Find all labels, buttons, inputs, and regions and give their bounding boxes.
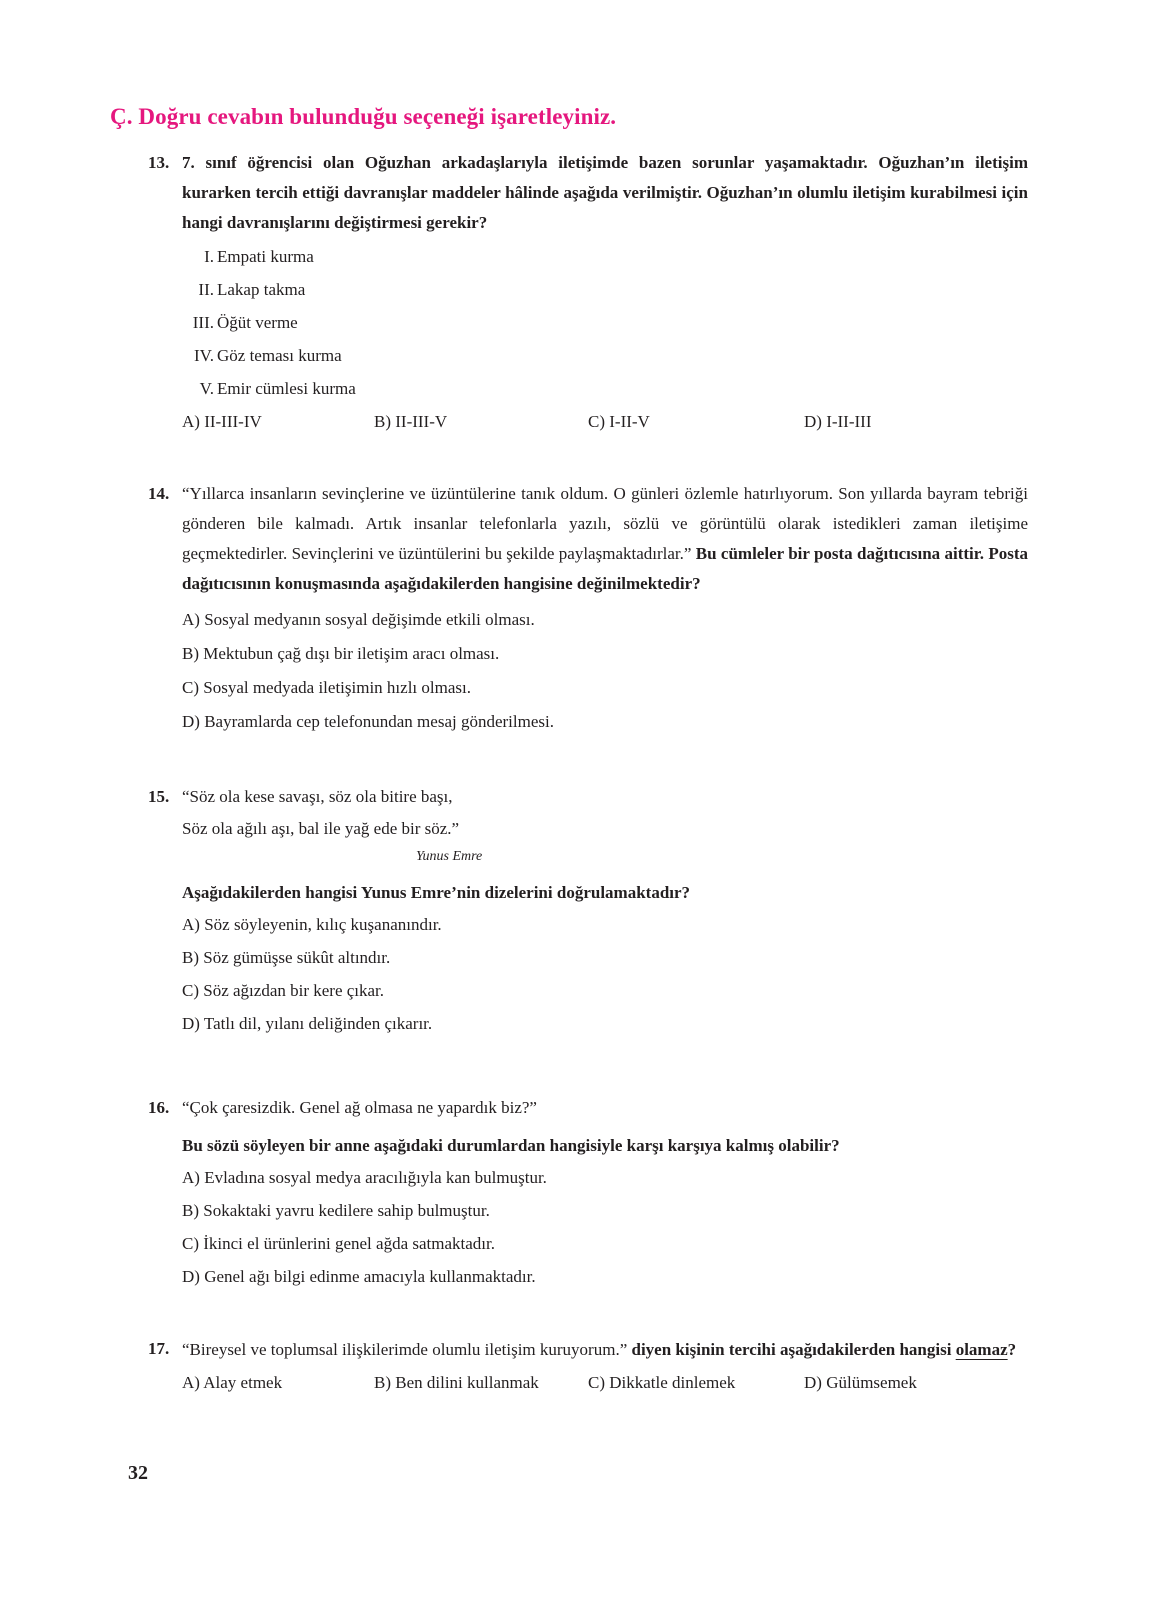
question-number: 16. bbox=[148, 1098, 170, 1117]
option-c[interactable]: C) İkinci el ürünlerini genel ağda satmaktadır. bbox=[182, 1234, 495, 1253]
question-prompt: Aşağıdakilerden hangisi Yunus Emre’nin dizelerini doğrulamaktadır? bbox=[182, 883, 691, 902]
option-c[interactable]: C) Sosyal medyada iletişimin hızlı olması. bbox=[182, 678, 471, 697]
option-b[interactable]: B) Söz gümüşse sükût altındır. bbox=[182, 948, 391, 967]
option-d[interactable]: D) Gülümsemek bbox=[804, 1373, 917, 1392]
option-a[interactable]: A) Söz söyleyenin, kılıç kuşananındır. bbox=[182, 915, 442, 934]
question-number: 15. bbox=[148, 787, 170, 806]
option-d[interactable]: D) Genel ağı bilgi edinme amacıyla kullanmaktadır. bbox=[182, 1267, 536, 1286]
verse-author: Yunus Emre bbox=[416, 849, 483, 864]
option-c[interactable]: C) I-II-V bbox=[588, 412, 650, 431]
negation-keyword: olamaz bbox=[955, 1340, 1008, 1359]
question-number: 17. bbox=[148, 1339, 170, 1358]
option-d[interactable]: D) I-II-III bbox=[804, 412, 872, 431]
question-17 bbox=[148, 1334, 1028, 1400]
option-b[interactable]: B) II-III-V bbox=[374, 412, 448, 431]
roman-item: IV. Göz teması kurma bbox=[194, 346, 342, 365]
quote-text: “Çok çaresizdik. Genel ağ olmasa ne yapardık biz?” bbox=[182, 1098, 537, 1117]
roman-item: II. Lakap takma bbox=[198, 280, 306, 299]
option-b[interactable]: B) Mektubun çağ dışı bir iletişim aracı olması. bbox=[182, 644, 500, 663]
section-title: Ç. Doğru cevabın bulunduğu seçeneği işaretleyiniz. bbox=[110, 104, 617, 129]
option-d[interactable]: D) Bayramlarda cep telefonundan mesaj gönderilmesi. bbox=[182, 712, 554, 731]
question-number: 14. bbox=[148, 484, 170, 503]
question-stem: 7. sınıf öğrencisi olan Oğuzhan arkadaşlarıyla iletişimde bazen sorunlar yaşamaktadır. Oğuzhan’ın iletişim kurarken tercih ettiği davranışlar maddeler hâlinde aşağıda verilmiştir. Oğuzhan’ın olumlu iletişim kurabilmesi için hangi davranışlarını değiştirmesi gerekir? bbox=[182, 153, 1028, 232]
question-16 bbox=[148, 1093, 1028, 1293]
question-13 bbox=[148, 148, 1028, 439]
option-a[interactable]: A) Sosyal medyanın sosyal değişimde etkili olması. bbox=[182, 610, 535, 629]
quote-text: “Yıllarca insanların sevinçlerine ve üzüntülerine tanık oldum. O günleri özlemle hatırlıyorum. Son yıllarda bayram tebriği gönderen bile kalmadı. Artık insanlar telefonlarla yazılı, sözlü ve görüntülü olarak istedikleri zaman iletişime geçmektedirler. Sevinçlerini ve üzüntülerini bu şekilde paylaşmaktadırlar.” bbox=[182, 484, 1028, 563]
option-c[interactable]: C) Dikkatle dinlemek bbox=[588, 1373, 736, 1392]
option-d[interactable]: D) Tatlı dil, yılanı deliğinden çıkarır. bbox=[182, 1014, 433, 1033]
question-prompt: Bu sözü söyleyen bir anne aşağıdaki durumlardan hangisiyle karşı karşıya kalmış olabilir? bbox=[182, 1136, 840, 1155]
roman-item: I. Empati kurma bbox=[204, 247, 314, 266]
option-c[interactable]: C) Söz ağızdan bir kere çıkar. bbox=[182, 981, 385, 1000]
roman-item: V. Emir cümlesi kurma bbox=[199, 379, 356, 398]
question-stem: “Bireysel ve toplumsal ilişkilerimde olumlu iletişim kuruyorum.” diyen kişinin tercihi aşağıdakilerden hangisi olamaz? bbox=[182, 1340, 1017, 1359]
option-b[interactable]: B) Ben dilini kullanmak bbox=[374, 1373, 539, 1392]
question-stem bbox=[182, 479, 1028, 599]
option-a[interactable]: A) Evladına sosyal medya aracılığıyla kan bulmuştur. bbox=[182, 1168, 547, 1187]
question-14 bbox=[148, 479, 1028, 739]
option-a[interactable]: A) Alay etmek bbox=[182, 1373, 283, 1392]
options-row bbox=[182, 407, 1028, 439]
quote-text: “Bireysel ve toplumsal ilişkilerimde olumlu iletişim kuruyorum.” bbox=[182, 1340, 628, 1359]
question-15 bbox=[148, 782, 1028, 1040]
option-b[interactable]: B) Sokaktaki yavru kedilere sahip bulmuştur. bbox=[182, 1201, 490, 1220]
options-row bbox=[182, 1368, 1028, 1400]
option-a[interactable]: A) II-III-IV bbox=[182, 412, 262, 431]
question-prompt: Bu cümleler bir posta dağıtıcısına aittir. Posta dağıtıcısının konuşmasında aşağıdakilerden hangisine değinilmektedir? bbox=[182, 544, 1028, 593]
verse-line-1: “Söz ola kese savaşı, söz ola bitire başı, bbox=[182, 787, 453, 806]
roman-list bbox=[182, 240, 1028, 405]
roman-item: III. Öğüt verme bbox=[192, 313, 298, 332]
question-prompt: diyen kişinin tercihi aşağıdakilerden hangisi bbox=[627, 1340, 956, 1359]
question-number: 13. bbox=[148, 153, 170, 172]
page-number: 32 bbox=[128, 1462, 148, 1484]
verse-line-2: Söz ola ağılı aşı, bal ile yağ ede bir söz.” bbox=[182, 819, 460, 838]
